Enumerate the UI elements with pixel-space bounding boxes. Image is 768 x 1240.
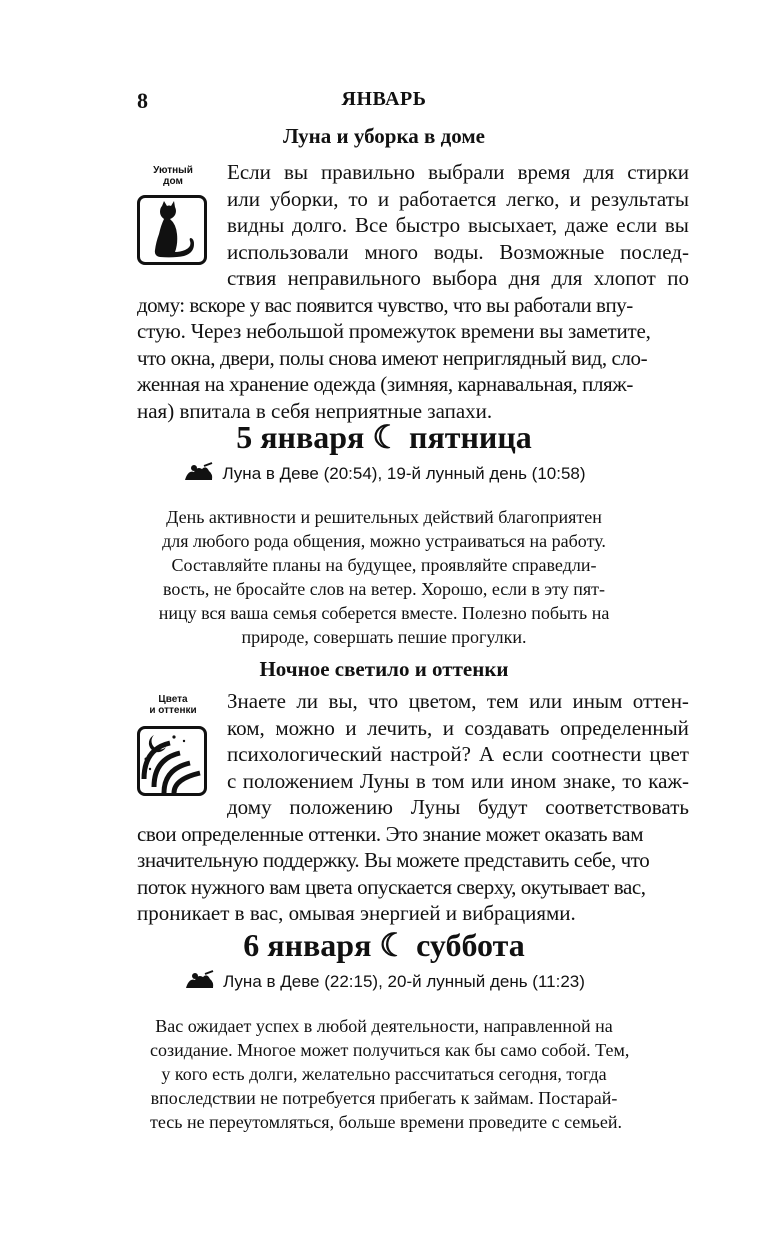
text-line: природе, совершать пешие прогулки.: [241, 627, 527, 647]
text-line: свои определенные оттенки. Это знание может оказать вам: [137, 821, 644, 846]
text-line: использовали много воды. Возможные послед-: [227, 239, 689, 264]
section1-text-full: [137, 292, 689, 425]
text-line: ницу вся ваша семья соберется вместе. Полезно побыть на: [158, 603, 610, 623]
text-line: стую. Через небольшой промежуток времени вы заметите,: [137, 319, 651, 343]
text-line: видны долго. Все быстро высыхает, даже если вы: [227, 213, 689, 237]
text-line: что окна, двери, полы снова имеют неприглядный вид, сло-: [137, 345, 648, 370]
section-heading-colors: Ночное светило и оттенки: [259, 657, 509, 681]
text-line: значительную поддержку. Вы можете представить себе, что: [137, 848, 650, 872]
text-line: Если вы правильно выбрали время для стирки: [227, 160, 689, 184]
section-heading-cleaning: Луна и уборка в доме: [283, 124, 485, 148]
icon-block-cozy-home: [137, 165, 209, 265]
moon-rainbow-icon: [137, 726, 207, 796]
text-line: Вас ожидает успех в любой деятельности, направленной на: [155, 1016, 613, 1036]
text-line: ная) впитала в себя неприятные запахи.: [137, 398, 493, 423]
text-line: созидание. Многое может получиться как бы само собой. Тем,: [150, 1040, 630, 1060]
text-line: дому положению Луны будут соответствовать: [227, 795, 689, 819]
text-line: ствия неправильного выбора дня для хлопот по: [227, 266, 689, 290]
moon-icon: ☾: [379, 927, 409, 963]
running-header-month: ЯНВАРЬ: [341, 88, 427, 110]
text-line: психологический настрой? А если соотнести цвет: [227, 742, 689, 766]
text-line: Знаете ли вы, что цветом, тем или иным оттен-: [227, 689, 689, 713]
icon-block-colors: [137, 694, 209, 796]
text-line: у кого есть долги, желательно рассчитаться сегодня, тогда: [161, 1064, 607, 1084]
section2-text-wrapped: [227, 688, 689, 821]
day-title-jan6: 6 января ☾ суббота: [243, 927, 525, 963]
section1-text-wrapped: [227, 159, 689, 292]
moon-info-jan6: Луна в Деве (22:15), 20-й лунный день (11:23): [0, 970, 768, 995]
text-line: поток нужного вам цвета опускается сверху, окутывает вас,: [137, 874, 646, 899]
text-line: или уборки, то и работается легко, и результаты: [227, 186, 689, 211]
icon-caption: Уютный дом: [153, 165, 193, 187]
text-line: ком, можно и лечить, и создавать определенный: [227, 715, 689, 740]
icon-caption: Цвета и оттенки: [149, 694, 197, 716]
text-line: для любого рода общения, можно устраиваться на работу.: [162, 531, 606, 551]
virgo-sign-icon: [183, 970, 217, 995]
page-number: 8: [137, 88, 148, 113]
day-title-jan5: 5 января ☾ пятница: [236, 419, 532, 455]
day6-text: [150, 1014, 630, 1134]
text-line: Составляйте планы на будущее, проявляйте справедли-: [171, 555, 597, 575]
text-line: с положением Луны в том или ином знаке, то каж-: [227, 768, 689, 793]
text-line: проникает в вас, омывая энергией и вибрациями.: [137, 901, 576, 925]
virgo-sign-icon: [182, 462, 216, 487]
text-line: тесь не переутомляться, больше времени проведите с семьей.: [150, 1112, 622, 1132]
text-line: впоследствии не потребуется прибегать к займам. Постарай-: [150, 1088, 618, 1108]
text-line: дому: вскоре у вас появится чувство, что вы работали впу-: [137, 292, 633, 317]
cat-icon: [137, 195, 207, 265]
text-line: женная на хранение одежда (зимняя, карнавальная, пляж-: [137, 372, 633, 396]
moon-info-jan5: Луна в Деве (20:54), 19-й лунный день (10:58): [0, 462, 768, 487]
day5-text: [150, 505, 618, 649]
section2-text-full: [137, 821, 689, 927]
moon-icon: ☾: [372, 419, 402, 455]
text-line: вость, не бросайте слов на ветер. Хорошо, если в эту пят-: [162, 579, 606, 599]
text-line: День активности и решительных действий благоприятен: [166, 507, 602, 527]
